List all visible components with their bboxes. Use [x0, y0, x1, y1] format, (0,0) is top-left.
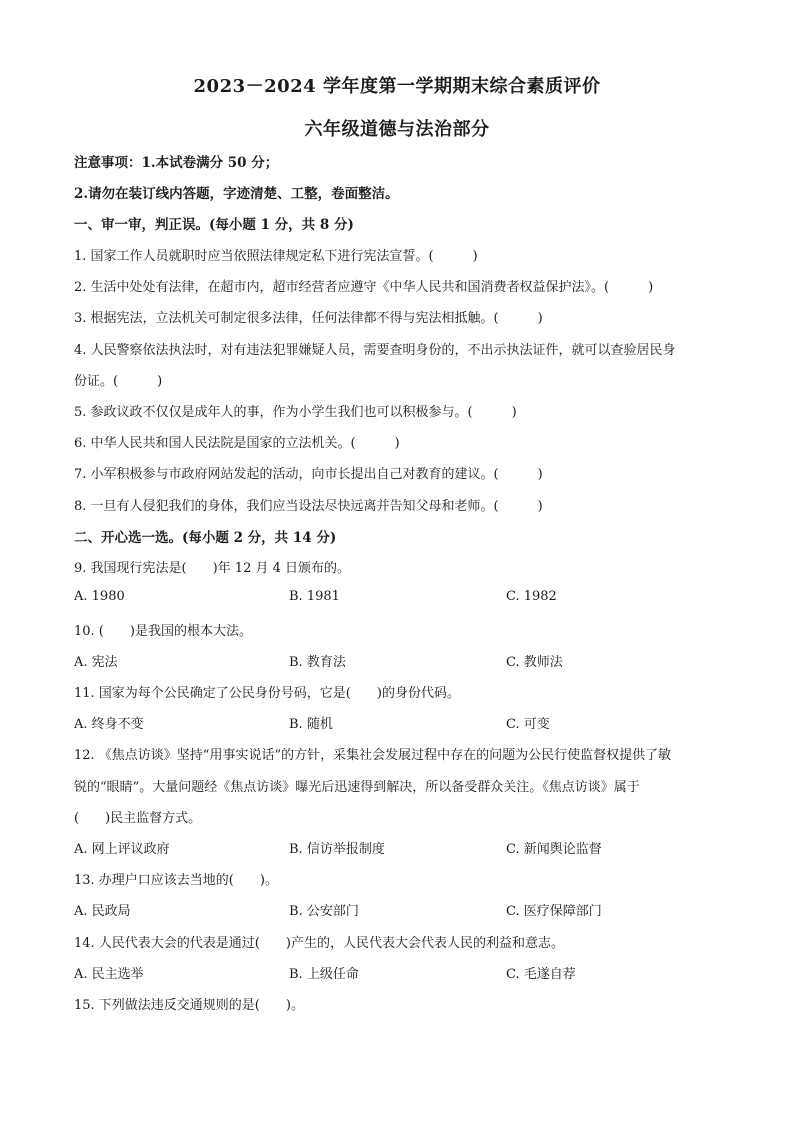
question-9-option-c: C. 1982 — [506, 589, 557, 604]
notes-line-2: 2.请勿在装订线内答题，字迹清楚、工整，卷面整洁。 — [74, 186, 399, 202]
question-13-option-a: A. 民政局 — [74, 904, 131, 919]
question-14-stem: 14. 人民代表大会的代表是通过( )产生的，人民代表大会代表人民的利益和意志。 — [74, 936, 564, 951]
question-14-option-a: A. 民主选举 — [74, 967, 144, 982]
question-12-option-a: A. 网上评议政府 — [74, 842, 170, 857]
question-12-stem-line-1: 12. 《焦点访谈》坚持“用事实说话”的方针，采集社会发展过程中存在的问题为公民行使监督权提供了敏 — [74, 748, 672, 763]
question-11-option-a: A. 终身不变 — [74, 717, 144, 732]
question-6: 6. 中华人民共和国人民法院是国家的立法机关。( ) — [74, 436, 400, 451]
question-10-option-a: A. 宪法 — [74, 655, 118, 670]
question-2: 2. 生活中处处有法律，在超市内，超市经营者应遵守《中华人民共和国消费者权益保护法》。( ) — [74, 280, 654, 295]
question-12-option-b: B. 信访举报制度 — [289, 842, 385, 857]
question-11-option-b: B. 随机 — [289, 717, 333, 732]
exam-subtitle: 六年级道德与法治部分 — [304, 119, 490, 140]
question-11-option-c: C. 可变 — [506, 717, 550, 732]
notes-line-1: 注意事项：1.本试卷满分 50 分； — [74, 155, 279, 171]
question-12-option-c: C. 新闻舆论监督 — [506, 842, 602, 857]
question-7: 7. 小军积极参与市政府网站发起的活动，向市长提出自己对教育的建议。( ) — [74, 467, 543, 482]
section2-heading: 二、开心选一选。(每小题 2 分，共 14 分) — [74, 530, 337, 546]
question-4-continued: 份证。( ) — [74, 374, 163, 389]
question-3: 3. 根据宪法，立法机关可制定很多法律，任何法律都不得与宪法相抵触。( ) — [74, 311, 543, 326]
question-12-stem-line-3: ( )民主监督方式。 — [74, 811, 202, 826]
question-14-option-b: B. 上级任命 — [289, 967, 359, 982]
question-13-option-b: B. 公安部门 — [289, 904, 359, 919]
question-14-option-c: C. 毛遂自荐 — [506, 967, 576, 982]
question-13-stem: 13. 办理户口应该去当地的( )。 — [74, 873, 278, 888]
section1-heading: 一、审一审，判正误。(每小题 1 分，共 8 分) — [74, 217, 354, 233]
question-9-option-b: B. 1981 — [289, 589, 340, 604]
question-12-stem-line-2: 锐的“眼睛”。大量问题经《焦点访谈》曝光后迅速得到解决，所以备受群众关注。《焦点访谈》属于 — [74, 780, 640, 795]
question-13-option-c: C. 医疗保障部门 — [506, 904, 602, 919]
question-5: 5. 参政议政不仅仅是成年人的事，作为小学生我们也可以积极参与。( ) — [74, 405, 517, 420]
question-8: 8. 一旦有人侵犯我们的身体，我们应当设法尽快远离并告知父母和老师。( ) — [74, 499, 543, 514]
question-10-option-c: C. 教师法 — [506, 655, 563, 670]
question-10-option-b: B. 教育法 — [289, 655, 346, 670]
question-10-stem: 10. ( )是我国的根本大法。 — [74, 624, 252, 639]
question-15-stem: 15. 下列做法违反交通规则的是( )。 — [74, 998, 304, 1013]
question-9-stem: 9. 我国现行宪法是( )年 12 月 4 日颁布的。 — [74, 561, 351, 576]
question-1: 1. 国家工作人员就职时应当依照法律规定私下进行宪法宣誓。( ) — [74, 249, 478, 264]
exam-title: 2023－2024 学年度第一学期期末综合素质评价 — [193, 76, 601, 97]
question-9-option-a: A. 1980 — [74, 589, 125, 604]
question-4: 4. 人民警察依法执法时，对有违法犯罪嫌疑人员，需要查明身份的，不出示执法证件，就可以查验居民身 — [74, 343, 676, 358]
question-11-stem: 11. 国家为每个公民确定了公民身份号码，它是( )的身份代码。 — [74, 686, 460, 701]
